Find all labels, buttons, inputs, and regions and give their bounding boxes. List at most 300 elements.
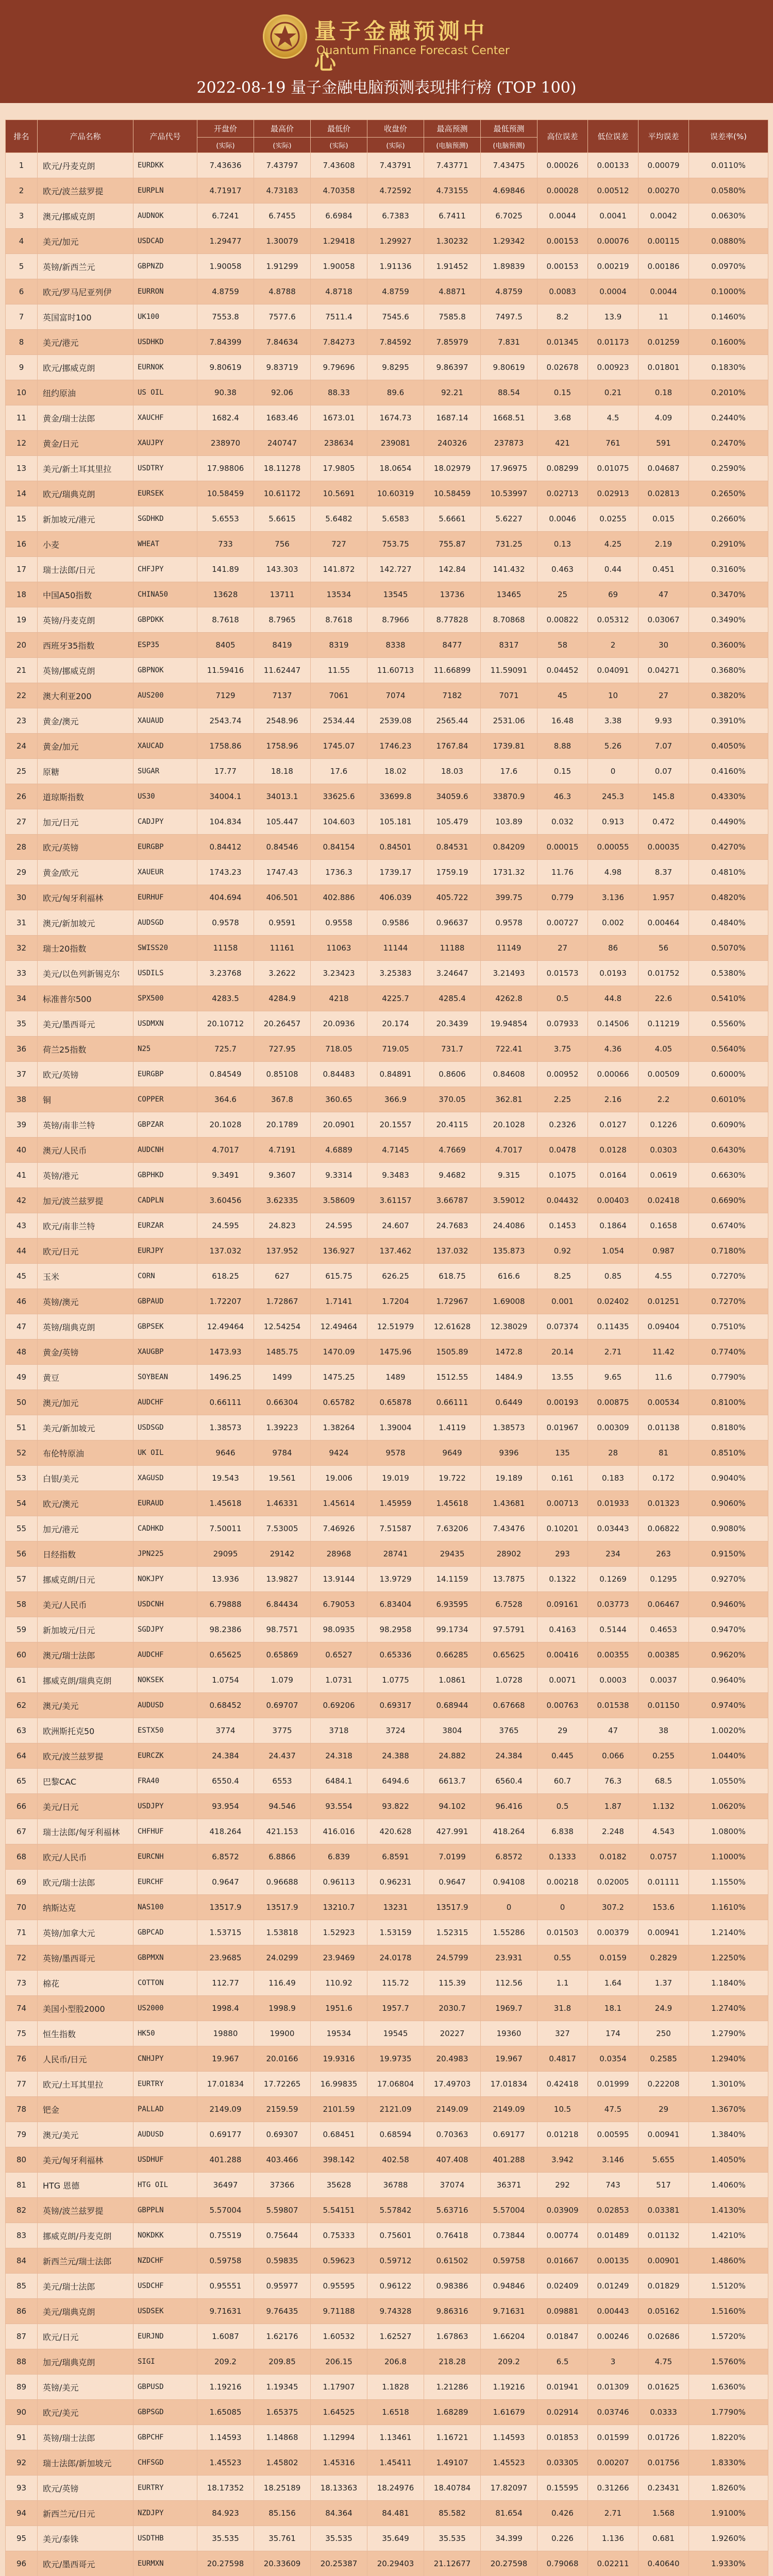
cell-pred-high: 1.52315: [424, 1920, 481, 1945]
cell-error-rate: 0.0970%: [689, 254, 768, 279]
table-row: [6, 1870, 768, 1895]
table-row: [6, 1516, 768, 1541]
cell-error-rate: 1.8260%: [689, 2476, 768, 2501]
cell-avg-error: 4.543: [638, 1819, 689, 1844]
cell-high-error: 0.1453: [537, 1213, 588, 1239]
table-row: [6, 910, 768, 936]
cell-pred-low: 9.71631: [481, 2299, 537, 2324]
cell-pred-low: 1.19216: [481, 2375, 537, 2400]
cell-close: 0.68594: [367, 2122, 424, 2147]
cell-rank: 71: [6, 1920, 38, 1945]
cell-code: AUDNOK: [133, 204, 197, 229]
cell-high-error: 0.02914: [537, 2400, 588, 2425]
cell-high-error: 0: [537, 1895, 588, 1920]
cell-name: 黄金/瑞士法郎: [38, 405, 133, 431]
cell-pred-low: 33870.9: [481, 784, 537, 809]
cell-low-error: 86: [588, 936, 638, 961]
cell-high: 8419: [254, 633, 311, 658]
cell-open: 0.75519: [197, 2223, 254, 2248]
cell-code: GBPMXN: [133, 1945, 197, 1971]
table-row: [6, 1188, 768, 1213]
cell-error-rate: 1.4130%: [689, 2198, 768, 2223]
cell-low-error: 44.8: [588, 986, 638, 1011]
cell-open: 0.66111: [197, 1390, 254, 1415]
cell-name: 澳元/加元: [38, 1390, 133, 1415]
cell-low: 98.0935: [311, 1617, 367, 1642]
cell-open: 733: [197, 532, 254, 557]
cell-low-error: 0.44: [588, 557, 638, 582]
cell-high-error: 0.0083: [537, 279, 588, 304]
cell-pred-high: 1.72967: [424, 1289, 481, 1314]
cell-high-error: 0.42418: [537, 2072, 588, 2097]
cell-low-error: 0.0128: [588, 1138, 638, 1163]
cell-rank: 60: [6, 1642, 38, 1668]
cell-pred-low: 401.288: [481, 2147, 537, 2173]
cell-pred-high: 218.28: [424, 2349, 481, 2375]
cell-high: 1747.43: [254, 860, 311, 885]
table-row: [6, 456, 768, 481]
cell-high-error: 16.48: [537, 708, 588, 734]
cell-rank: 46: [6, 1289, 38, 1314]
cell-high: 1.30079: [254, 229, 311, 254]
cell-avg-error: 22.6: [638, 986, 689, 1011]
cell-low: 3.58609: [311, 1188, 367, 1213]
cell-code: NZDJPY: [133, 2501, 197, 2526]
cell-high-error: 0.0478: [537, 1138, 588, 1163]
cell-low-error: 0.02402: [588, 1289, 638, 1314]
cell-error-rate: 1.2140%: [689, 1920, 768, 1945]
table-row: [6, 2223, 768, 2248]
cell-pred-high: 0.61502: [424, 2248, 481, 2274]
cell-code: XAUAUD: [133, 708, 197, 734]
cell-pred-low: 0.59758: [481, 2248, 537, 2274]
cell-pred-low: 0.9578: [481, 910, 537, 936]
cell-name: 欧元/匈牙利福林: [38, 885, 133, 910]
cell-pred-high: 618.75: [424, 1264, 481, 1289]
cell-close: 420.628: [367, 1819, 424, 1844]
cell-high-error: 0.01847: [537, 2324, 588, 2349]
cell-high: 0.85108: [254, 1062, 311, 1087]
cell-pred-low: 9396: [481, 1440, 537, 1466]
cell-low-error: 0.03746: [588, 2400, 638, 2425]
cell-high-error: 0.01941: [537, 2375, 588, 2400]
cell-code: GBPDKK: [133, 607, 197, 633]
cell-pred-high: 12.61628: [424, 1314, 481, 1340]
cell-open: 3.23768: [197, 961, 254, 986]
cell-open: 19.967: [197, 2046, 254, 2072]
cell-rank: 32: [6, 936, 38, 961]
cell-open: 9.71631: [197, 2299, 254, 2324]
cell-high-error: 0.161: [537, 1466, 588, 1491]
cell-close: 719.05: [367, 1037, 424, 1062]
cell-pred-high: 24.5799: [424, 1945, 481, 1971]
cell-avg-error: 0.00464: [638, 910, 689, 936]
cell-code: USDHUF: [133, 2147, 197, 2173]
cell-low: 1475.25: [311, 1365, 367, 1390]
cell-open: 36497: [197, 2173, 254, 2198]
cell-code: CORN: [133, 1264, 197, 1289]
cell-name: 荷兰25指数: [38, 1037, 133, 1062]
cell-high: 35.761: [254, 2526, 311, 2551]
cell-code: JPN225: [133, 1541, 197, 1567]
cell-close: 2539.08: [367, 708, 424, 734]
cell-low: 88.33: [311, 380, 367, 405]
cell-high-error: 0.03909: [537, 2198, 588, 2223]
cell-open: 2149.09: [197, 2097, 254, 2122]
cell-pred-high: 1.67863: [424, 2324, 481, 2349]
col-header-pred-high: 最高预测: [424, 120, 481, 138]
cell-close: 10.60319: [367, 481, 424, 506]
cell-code: GBPCAD: [133, 1920, 197, 1945]
cell-high-error: 0.15: [537, 380, 588, 405]
cell-high: 1485.75: [254, 1340, 311, 1365]
cell-code: UK100: [133, 304, 197, 330]
cell-avg-error: 0.04271: [638, 658, 689, 683]
cell-error-rate: 1.0020%: [689, 1718, 768, 1743]
cell-pred-high: 11.66899: [424, 658, 481, 683]
cell-avg-error: 0.0619: [638, 1163, 689, 1188]
cell-error-rate: 0.6430%: [689, 1138, 768, 1163]
cell-pred-low: 4.7017: [481, 1138, 537, 1163]
table-row: [6, 1011, 768, 1037]
col-header-close: 收盘价: [367, 120, 424, 138]
cell-name: 道琼斯指数: [38, 784, 133, 809]
cell-low-error: 0.1269: [588, 1567, 638, 1592]
cell-low-error: 234: [588, 1541, 638, 1567]
cell-close: 18.0654: [367, 456, 424, 481]
cell-pred-high: 4.7669: [424, 1138, 481, 1163]
cell-high: 37366: [254, 2173, 311, 2198]
table-row: [6, 2097, 768, 2122]
seal-icon: [263, 14, 307, 59]
cell-high: 105.447: [254, 809, 311, 835]
cell-high-error: 0.226: [537, 2526, 588, 2551]
cell-high: 19900: [254, 2021, 311, 2046]
cell-pred-low: 6.8572: [481, 1844, 537, 1870]
cell-pred-low: 36371: [481, 2173, 537, 2198]
cell-pred-high: 7.63206: [424, 1516, 481, 1541]
table-row: [6, 481, 768, 506]
cell-close: 366.9: [367, 1087, 424, 1112]
cell-pred-low: 19.189: [481, 1466, 537, 1491]
cell-pred-high: 137.032: [424, 1239, 481, 1264]
cell-open: 1.14593: [197, 2425, 254, 2450]
cell-high-error: 8.2: [537, 304, 588, 330]
cell-low-error: 0.21: [588, 380, 638, 405]
table-row: [6, 1794, 768, 1819]
cell-code: AUDUSD: [133, 2122, 197, 2147]
col-subheader-pred-high: (电脑预测): [424, 138, 481, 153]
cell-error-rate: 0.9470%: [689, 1617, 768, 1642]
table-row: [6, 961, 768, 986]
cell-rank: 50: [6, 1390, 38, 1415]
cell-name: 瑞士20指数: [38, 936, 133, 961]
cell-open: 0.69177: [197, 2122, 254, 2147]
cell-name: 欧元/瑞典克朗: [38, 481, 133, 506]
cell-name: 瑞士法郎/新加坡元: [38, 2450, 133, 2476]
cell-low: 1.29418: [311, 229, 367, 254]
cell-high-error: 45: [537, 683, 588, 708]
cell-pred-low: 135.873: [481, 1239, 537, 1264]
cell-low: 0.75333: [311, 2223, 367, 2248]
cell-avg-error: 0.00115: [638, 229, 689, 254]
cell-high-error: 0.032: [537, 809, 588, 835]
cell-name: 欧元/墨西哥元: [38, 2551, 133, 2576]
cell-name: 澳元/瑞士法郎: [38, 1642, 133, 1668]
table-row: [6, 1642, 768, 1668]
cell-low-error: 5.26: [588, 734, 638, 759]
cell-low: 28968: [311, 1541, 367, 1567]
cell-low: 1.45316: [311, 2450, 367, 2476]
table-row: [6, 380, 768, 405]
cell-pred-high: 21.12677: [424, 2551, 481, 2576]
cell-name: 布伦特原油: [38, 1440, 133, 1466]
cell-pred-high: 0.66285: [424, 1642, 481, 1668]
cell-avg-error: 0.07: [638, 759, 689, 784]
cell-pred-high: 142.84: [424, 557, 481, 582]
cell-pred-low: 0.94108: [481, 1870, 537, 1895]
cell-pred-low: 8.70868: [481, 607, 537, 633]
cell-pred-low: 103.89: [481, 809, 537, 835]
cell-pred-low: 2531.06: [481, 708, 537, 734]
cell-pred-low: 12.38029: [481, 1314, 537, 1340]
cell-low: 141.872: [311, 557, 367, 582]
cell-open: 84.923: [197, 2501, 254, 2526]
cell-pred-low: 362.81: [481, 1087, 537, 1112]
cell-name: 新西兰元/瑞士法郎: [38, 2248, 133, 2274]
col-subheader-close: (实际): [367, 138, 424, 153]
cell-pred-low: 19360: [481, 2021, 537, 2046]
cell-pred-low: 13465: [481, 582, 537, 607]
cell-low: 402.886: [311, 885, 367, 910]
cell-error-rate: 0.6740%: [689, 1213, 768, 1239]
table-row: [6, 2147, 768, 2173]
cell-open: 20.27598: [197, 2551, 254, 2576]
cell-name: 黄金/加元: [38, 734, 133, 759]
cell-pred-low: 7.43475: [481, 153, 537, 178]
cell-name: 加元/港元: [38, 1516, 133, 1541]
cell-high: 0.65869: [254, 1642, 311, 1668]
cell-code: NZDCHF: [133, 2248, 197, 2274]
cell-close: 1.45411: [367, 2450, 424, 2476]
cell-open: 0.65625: [197, 1642, 254, 1668]
cell-high-error: 0.00713: [537, 1491, 588, 1516]
cell-low-error: 0.00923: [588, 355, 638, 380]
cell-open: 6.8572: [197, 1844, 254, 1870]
cell-low: 1470.09: [311, 1340, 367, 1365]
cell-high-error: 0.01218: [537, 2122, 588, 2147]
cell-high-error: 8.25: [537, 1264, 588, 1289]
cell-code: USDCNH: [133, 1592, 197, 1617]
cell-pred-low: 3765: [481, 1718, 537, 1743]
cell-close: 2121.09: [367, 2097, 424, 2122]
table-row: [6, 2122, 768, 2147]
cell-open: 19.543: [197, 1466, 254, 1491]
cell-close: 3.61157: [367, 1188, 424, 1213]
cell-low-error: 0.05312: [588, 607, 638, 633]
cell-low-error: 1.87: [588, 1794, 638, 1819]
cell-name: 美元/加元: [38, 229, 133, 254]
cell-high: 1758.96: [254, 734, 311, 759]
cell-low-error: 0.0182: [588, 1844, 638, 1870]
cell-low-error: 0.01599: [588, 2425, 638, 2450]
table-row: [6, 1390, 768, 1415]
cell-close: 7.84592: [367, 330, 424, 355]
cell-high: 1.45802: [254, 2450, 311, 2476]
cell-name: 欧元/英镑: [38, 835, 133, 860]
cell-pred-low: 1.0728: [481, 1668, 537, 1693]
cell-error-rate: 0.5380%: [689, 961, 768, 986]
cell-high: 18.11278: [254, 456, 311, 481]
cell-high: 13.9827: [254, 1567, 311, 1592]
cell-avg-error: 0.11219: [638, 1011, 689, 1037]
table-row: [6, 1440, 768, 1466]
table-row: [6, 860, 768, 885]
table-row: [6, 734, 768, 759]
cell-code: EURJND: [133, 2324, 197, 2349]
cell-close: 8338: [367, 633, 424, 658]
cell-avg-error: 0.01251: [638, 1289, 689, 1314]
cell-code: SUGAR: [133, 759, 197, 784]
cell-low: 104.603: [311, 809, 367, 835]
cell-close: 11.60713: [367, 658, 424, 683]
cell-pred-low: 141.432: [481, 557, 537, 582]
cell-low: 1.60532: [311, 2324, 367, 2349]
cell-code: CADPLN: [133, 1188, 197, 1213]
table-row: [6, 2450, 768, 2476]
cell-open: 9.3491: [197, 1163, 254, 1188]
cell-error-rate: 1.5160%: [689, 2299, 768, 2324]
cell-avg-error: 0.00534: [638, 1390, 689, 1415]
cell-rank: 67: [6, 1819, 38, 1844]
cell-avg-error: 0.06467: [638, 1592, 689, 1617]
cell-low-error: 0.01309: [588, 2375, 638, 2400]
cell-close: 137.462: [367, 1239, 424, 1264]
cell-rank: 37: [6, 1062, 38, 1087]
cell-low: 4218: [311, 986, 367, 1011]
cell-code: SGDJPY: [133, 1617, 197, 1642]
cell-low-error: 2: [588, 633, 638, 658]
cell-high-error: 0.13: [537, 532, 588, 557]
cell-avg-error: 0.00509: [638, 1062, 689, 1087]
cell-low-error: 0.0004: [588, 279, 638, 304]
cell-low-error: 3.136: [588, 885, 638, 910]
table-row: [6, 1138, 768, 1163]
cell-high: 756: [254, 532, 311, 557]
cell-open: 1.90058: [197, 254, 254, 279]
cell-low-error: 9.65: [588, 1365, 638, 1390]
cell-name: 美元/新加坡元: [38, 1415, 133, 1440]
cell-rank: 89: [6, 2375, 38, 2400]
cell-pred-low: 11149: [481, 936, 537, 961]
cell-code: GBPSGD: [133, 2400, 197, 2425]
cell-pred-low: 3.59012: [481, 1188, 537, 1213]
cell-error-rate: 0.2650%: [689, 481, 768, 506]
table-row: [6, 304, 768, 330]
cell-low: 206.15: [311, 2349, 367, 2375]
cell-open: 11.59416: [197, 658, 254, 683]
cell-high-error: 0.5: [537, 986, 588, 1011]
cell-low: 17.9805: [311, 456, 367, 481]
cell-high-error: 327: [537, 2021, 588, 2046]
cell-pred-high: 3.66787: [424, 1188, 481, 1213]
cell-low: 24.595: [311, 1213, 367, 1239]
cell-close: 11144: [367, 936, 424, 961]
cell-low: 1.0731: [311, 1668, 367, 1693]
cell-high-error: 0.04432: [537, 1188, 588, 1213]
cell-low: 1.64525: [311, 2400, 367, 2425]
cell-pred-high: 405.722: [424, 885, 481, 910]
cell-pred-low: 1.69008: [481, 1289, 537, 1314]
cell-code: HK50: [133, 2021, 197, 2046]
cell-high-error: 25: [537, 582, 588, 607]
cell-close: 4.72592: [367, 178, 424, 204]
cell-pred-high: 105.479: [424, 809, 481, 835]
cell-pred-low: 1731.32: [481, 860, 537, 885]
cell-pred-high: 3.24647: [424, 961, 481, 986]
cell-code: CHFSGD: [133, 2450, 197, 2476]
cell-rank: 69: [6, 1870, 38, 1895]
cell-name: 英镑/挪威克朗: [38, 658, 133, 683]
table-row: [6, 1617, 768, 1642]
cell-open: 0.9578: [197, 910, 254, 936]
cell-rank: 81: [6, 2173, 38, 2198]
cell-high: 0.69307: [254, 2122, 311, 2147]
cell-high-error: 0.00822: [537, 607, 588, 633]
cell-open: 19880: [197, 2021, 254, 2046]
table-row: [6, 2072, 768, 2097]
cell-name: 美元/港元: [38, 330, 133, 355]
table-row: [6, 2324, 768, 2349]
cell-pred-high: 0.96637: [424, 910, 481, 936]
cell-low: 238634: [311, 431, 367, 456]
cell-low-error: 2.71: [588, 2501, 638, 2526]
cell-error-rate: 1.2740%: [689, 1996, 768, 2021]
table-row: [6, 1264, 768, 1289]
cell-low-error: 0: [588, 759, 638, 784]
cell-close: 13.9729: [367, 1567, 424, 1592]
cell-avg-error: 0.01150: [638, 1693, 689, 1718]
cell-high-error: 0.1075: [537, 1163, 588, 1188]
cell-open: 1.45618: [197, 1491, 254, 1516]
cell-code: EURGBP: [133, 1062, 197, 1087]
cell-pred-low: 0.94846: [481, 2274, 537, 2299]
cell-rank: 87: [6, 2324, 38, 2349]
cell-error-rate: 0.0880%: [689, 229, 768, 254]
cell-pred-low: 7.43476: [481, 1516, 537, 1541]
cell-avg-error: 0.0044: [638, 279, 689, 304]
cell-low: 1745.07: [311, 734, 367, 759]
cell-low: 0.96113: [311, 1870, 367, 1895]
table-row: [6, 431, 768, 456]
cell-high-error: 0.00952: [537, 1062, 588, 1087]
cell-pred-low: 23.931: [481, 1945, 537, 1971]
cell-pred-low: 1.43681: [481, 1491, 537, 1516]
cell-rank: 41: [6, 1163, 38, 1188]
cell-high-error: 0.00026: [537, 153, 588, 178]
cell-error-rate: 0.4820%: [689, 885, 768, 910]
cell-close: 33699.8: [367, 784, 424, 809]
cell-error-rate: 0.9640%: [689, 1668, 768, 1693]
cell-rank: 84: [6, 2248, 38, 2274]
table-row: [6, 2274, 768, 2299]
table-row: [6, 835, 768, 860]
cell-code: AUDCHF: [133, 1390, 197, 1415]
cell-low-error: 76.3: [588, 1769, 638, 1794]
cell-pred-low: 17.82097: [481, 2476, 537, 2501]
cell-low: 0.9558: [311, 910, 367, 936]
cell-high-error: 13.55: [537, 1365, 588, 1390]
